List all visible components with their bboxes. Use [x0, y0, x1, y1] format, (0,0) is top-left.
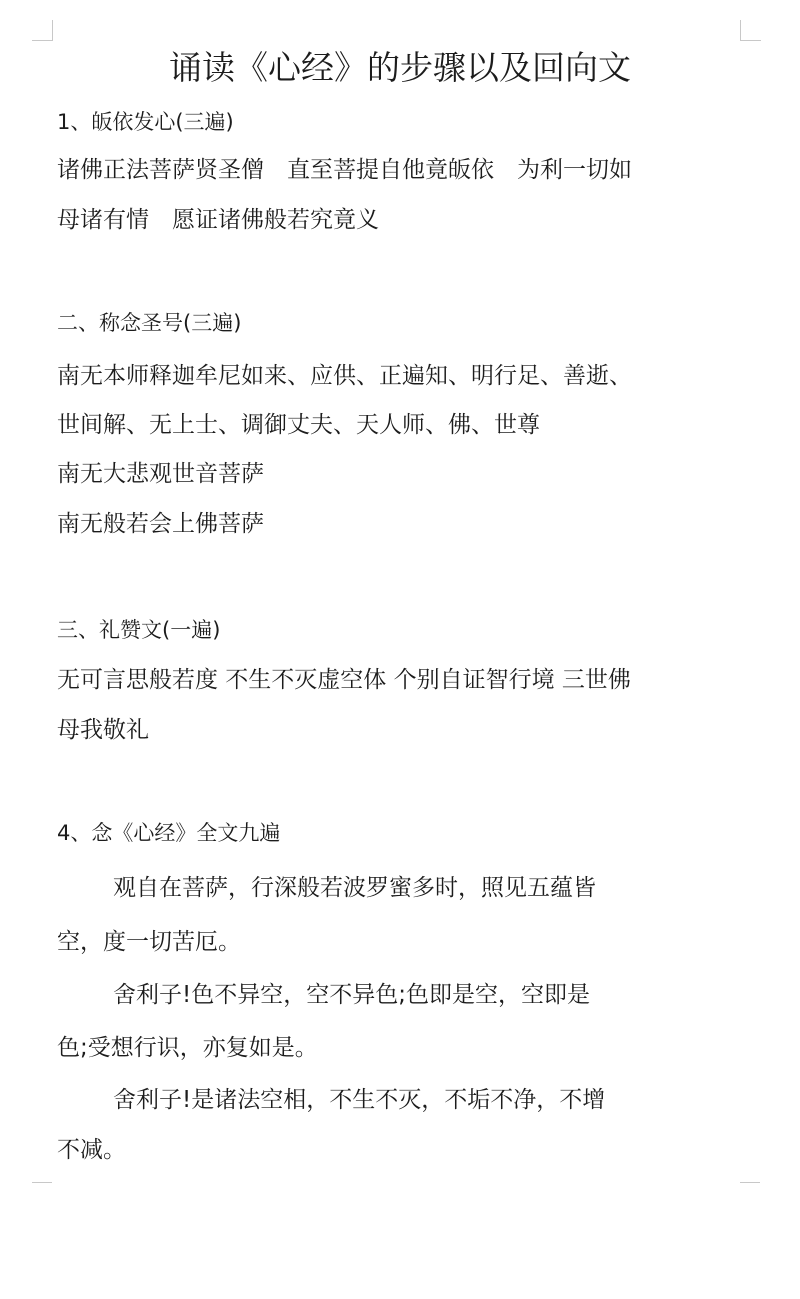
section-heading: 4、念《心经》全文九遍	[57, 821, 281, 845]
text-line: 空，度一切苦厄。	[57, 929, 241, 955]
text-line: 世间解、无上士、调御丈夫、天人师、佛、世尊	[57, 412, 540, 438]
text-line: 南无般若会上佛菩萨	[57, 511, 264, 537]
text-line: 舍利子!色不异空，空不异色;色即是空，空即是	[113, 982, 590, 1008]
document-title: 诵读《心经》的步骤以及回向文	[169, 48, 631, 87]
page-corner-mark	[740, 1182, 760, 1183]
text-line: 南无本师释迦牟尼如来、应供、正遍知、明行足、善逝、	[57, 363, 632, 389]
text-line: 观自在菩萨，行深般若波罗蜜多时，照见五蕴皆	[113, 875, 596, 901]
section-heading: 二、称念圣号(三遍)	[57, 311, 242, 335]
text-line: 母诸有情 愿证诸佛般若究竟义	[57, 207, 379, 233]
section-heading: 1、皈依发心(三遍)	[57, 110, 234, 134]
page-corner-mark	[740, 20, 761, 41]
page-corner-mark	[32, 1182, 52, 1183]
text-line: 南无大悲观世音菩萨	[57, 461, 264, 487]
text-line: 母我敬礼	[57, 717, 149, 743]
page-corner-mark	[32, 20, 53, 41]
section-heading: 三、礼赞文(一遍)	[57, 618, 221, 642]
text-line: 舍利子!是诸法空相，不生不灭，不垢不净，不增	[113, 1087, 606, 1113]
text-line: 无可言思般若度 不生不灭虚空体 个别自证智行境 三世佛	[57, 667, 631, 693]
text-line: 不减。	[57, 1137, 126, 1163]
text-line: 诸佛正法菩萨贤圣僧 直至菩提自他竟皈依 为利一切如	[57, 157, 632, 183]
text-line: 色;受想行识，亦复如是。	[57, 1035, 318, 1061]
